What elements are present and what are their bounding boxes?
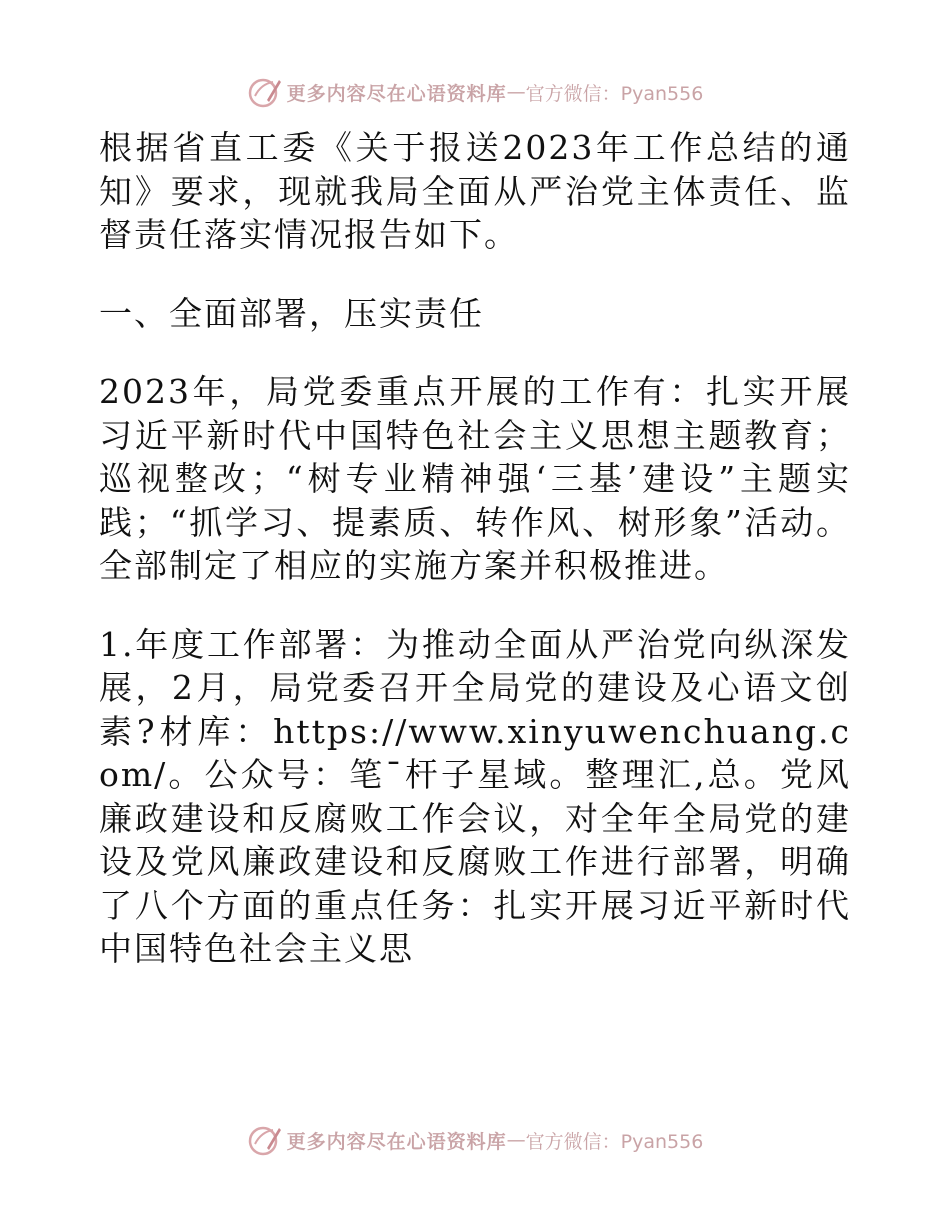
watermark-contact: 官方微信：Pyan556 (525, 1130, 704, 1153)
document-body (99, 126, 851, 971)
watermark-banner-bottom (0, 1120, 950, 1160)
paragraph-key-work: 2023年，局党委重点开展的工作有：扎实开展习近平新时代中国特色社会主义思想主题教育；巡视整改；“树专业精神强‘三基’建设”主题实践；“抓学习、提素质、转作风、树形象”活动。全部制定了相应的实施方案并积极推进。 (99, 372, 851, 585)
watermark-brand: 更多内容尽在心语资料库 (286, 1130, 507, 1153)
section-heading: 一、全面部署，压实责任 (99, 293, 484, 333)
watermark-separator: — (506, 1129, 526, 1151)
pen-logo-icon (247, 1122, 283, 1158)
paragraph-annual-deployment: 1.年度工作部署：为推动全面从严治党向纵深发展，2月，局党委召开全局党的建设及心语文创素?材库：https://www.xinyuwenchuang.com/。公众号：笔¯杆子星域。整理汇,总。党风廉政建设和反腐败工作会议，对全年全局党的建设及党风廉政建设和反腐败工作进行部署，明确了八个方面的重点任务：扎实开展习近平新时代中国特色社会主义思 (99, 624, 851, 968)
watermark-separator: — (506, 81, 526, 103)
watermark-contact: 官方微信：Pyan556 (525, 82, 704, 105)
watermark-banner-top (0, 72, 950, 112)
paragraph-intro: 根据省直工委《关于报送2023年工作总结的通知》要求，现就我局全面从严治党主体责任、监督责任落实情况报告如下。 (99, 128, 851, 254)
pen-logo-icon (247, 74, 283, 110)
watermark-brand: 更多内容尽在心语资料库 (286, 82, 507, 105)
